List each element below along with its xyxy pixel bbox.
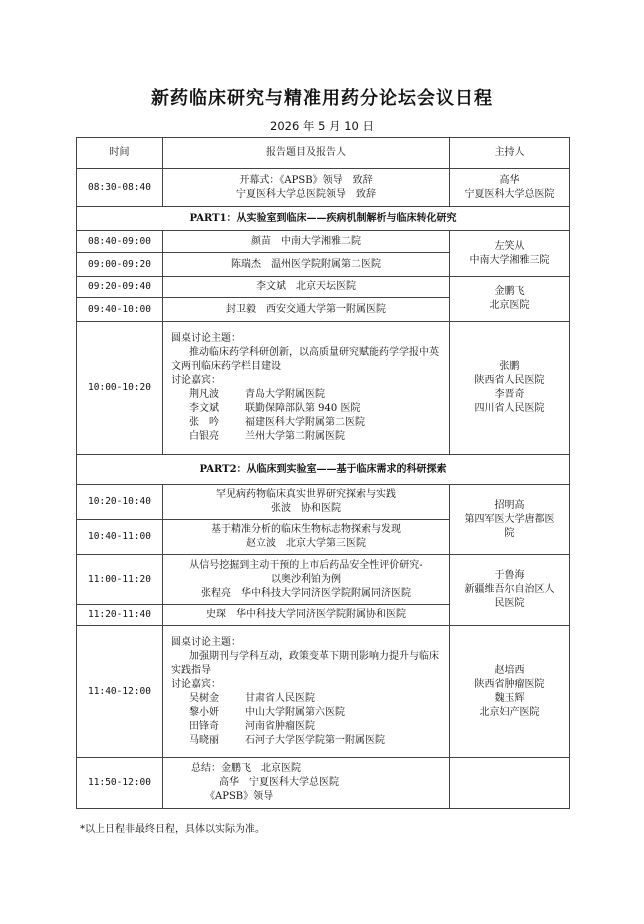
talk-speaker: 赵立波 北京大学第三医院 bbox=[246, 538, 366, 549]
guest-item: 张 吟 福建医科大学附属第二医院 bbox=[189, 417, 365, 428]
topic-cell: 颜苗 中南大学湘雅二院 bbox=[163, 231, 450, 253]
opening-line: 开幕式：《APSB》领导 致辞 bbox=[239, 174, 373, 186]
table-row bbox=[77, 231, 570, 253]
guests-label: 讨论嘉宾： bbox=[171, 375, 221, 386]
guest-item: 田锋奇 河南省肿瘤医院 bbox=[189, 720, 315, 732]
time-cell: 08:30-08:40 bbox=[77, 169, 163, 207]
talk-title: 从信号挖掘到主动干预的上市后药品安全性评价研究- bbox=[189, 559, 423, 571]
opening-line: 宁夏医科大学总医院领导 致辞 bbox=[236, 188, 376, 200]
roundtable-theme: 加强期刊与学科互动，政策变革下期刊影响力提升与临床实践指导 bbox=[171, 650, 439, 676]
time-cell: 09:00-09:20 bbox=[77, 253, 163, 277]
host-org: 陕西省肿瘤医院 bbox=[474, 678, 545, 690]
table-row bbox=[77, 277, 570, 298]
header-host: 主持人 bbox=[450, 138, 570, 169]
host-cell bbox=[450, 758, 570, 809]
roundtable-cell bbox=[163, 322, 450, 455]
table-row bbox=[77, 626, 570, 758]
host-name: 于鲁海 bbox=[494, 570, 525, 581]
host-org: 陕西省人民医院 bbox=[474, 375, 545, 386]
closing-line: 《APSB》领导 bbox=[205, 791, 274, 802]
host-org: 新疆维吾尔自治区人 bbox=[464, 584, 555, 595]
time-cell: 11:50-12:00 bbox=[77, 758, 163, 809]
host-org: 第四军医大学唐都医 bbox=[464, 513, 555, 525]
time-cell: 11:40-12:00 bbox=[77, 626, 163, 758]
talk-speaker: 张波 协和医院 bbox=[271, 503, 341, 514]
part2-title: PART2：从临床到实验室——基于临床需求的科研探索 bbox=[77, 455, 570, 485]
header-topic: 报告题目及报告人 bbox=[163, 138, 450, 169]
topic-cell bbox=[163, 485, 450, 520]
guest-item: 马晓丽 石河子大学医学院第一附属医院 bbox=[189, 734, 385, 746]
roundtable-theme: 推动临床药学科研创新，以高质量研究赋能药学学报中英文两刊临床药学栏目建设 bbox=[171, 347, 439, 372]
table-row bbox=[77, 485, 570, 520]
schedule-table bbox=[76, 137, 570, 809]
host-org: 四川省人民医院 bbox=[474, 403, 545, 414]
host-cell bbox=[450, 277, 570, 322]
topic-cell: 封卫毅 西安交通大学第一附属医院 bbox=[163, 298, 450, 322]
section-row bbox=[77, 207, 570, 231]
host-cell bbox=[450, 231, 570, 277]
table-row bbox=[77, 758, 570, 809]
guest-item: 白银亮 兰州大学第二附属医院 bbox=[189, 431, 345, 442]
header-row bbox=[77, 138, 570, 169]
talk-title: 以奥沙利铂为例 bbox=[271, 573, 341, 585]
topic-cell bbox=[163, 169, 450, 207]
host-cell bbox=[450, 322, 570, 455]
host-name: 李晋奇 bbox=[494, 389, 525, 400]
host-name: 魏玉辉 bbox=[494, 692, 525, 704]
event-date: 2026 年 5 月 10 日 bbox=[270, 119, 374, 133]
topic-cell: 陈瑞杰 温州医学院附属第二医院 bbox=[163, 253, 450, 277]
closing-line: 高华 宁夏医科大学总医院 bbox=[219, 777, 339, 788]
host-org: 宁夏医科大学总医院 bbox=[464, 188, 555, 200]
time-cell: 10:20-10:40 bbox=[77, 485, 163, 520]
host-org: 北京妇产医院 bbox=[479, 706, 540, 718]
time-cell: 11:20-11:40 bbox=[77, 605, 163, 626]
topic-cell bbox=[163, 758, 450, 809]
guest-item: 吴树金 甘肃省人民医院 bbox=[189, 692, 315, 704]
guest-item: 荆凡波 青岛大学附属医院 bbox=[189, 389, 325, 400]
closing-line: 总结：金鹏飞 北京医院 bbox=[191, 763, 301, 774]
host-org: 北京医院 bbox=[489, 300, 530, 311]
topic-cell: 史琛 华中科技大学同济医学院附属协和医院 bbox=[163, 605, 450, 626]
host-cell bbox=[450, 626, 570, 758]
host-name: 金鹏飞 bbox=[494, 286, 525, 297]
host-name: 招明高 bbox=[494, 499, 525, 511]
header-time: 时间 bbox=[77, 138, 163, 169]
host-name: 高华 bbox=[499, 174, 520, 186]
page-title: 新药临床研究与精准用药分论坛会议日程 bbox=[151, 88, 493, 109]
time-cell: 11:00-11:20 bbox=[77, 555, 163, 605]
topic-cell: 李文斌 北京天坛医院 bbox=[163, 277, 450, 298]
guest-item: 李文斌 联勤保障部队第 940 医院 bbox=[189, 403, 361, 414]
host-cell bbox=[450, 485, 570, 555]
guests-label: 讨论嘉宾： bbox=[171, 678, 221, 690]
part1-title: PART1：从实验室到临床——疾病机制解析与临床转化研究 bbox=[77, 207, 570, 231]
host-cell bbox=[450, 169, 570, 207]
roundtable-label: 圆桌讨论主题： bbox=[171, 636, 241, 648]
time-cell: 08:40-09:00 bbox=[77, 231, 163, 253]
section-row bbox=[77, 455, 570, 485]
host-org: 民医院 bbox=[494, 598, 525, 609]
host-org: 中南大学湘雅三院 bbox=[469, 254, 550, 266]
time-cell: 09:40-10:00 bbox=[77, 298, 163, 322]
table-row bbox=[77, 555, 570, 605]
topic-cell bbox=[163, 555, 450, 605]
topic-cell bbox=[163, 520, 450, 555]
footnote: *以上日程非最终日程，具体以实际为准。 bbox=[80, 824, 265, 835]
roundtable-cell bbox=[163, 626, 450, 758]
time-cell: 10:40-11:00 bbox=[77, 520, 163, 555]
host-cell bbox=[450, 555, 570, 626]
host-name: 左笑从 bbox=[494, 240, 525, 252]
time-cell: 09:20-09:40 bbox=[77, 277, 163, 298]
talk-title: 罕见病药物临床真实世界研究探索与实践 bbox=[216, 489, 396, 500]
table-row bbox=[77, 322, 570, 455]
roundtable-label: 圆桌讨论主题： bbox=[171, 333, 241, 344]
host-name: 张鹏 bbox=[499, 361, 520, 372]
host-name: 赵培西 bbox=[494, 664, 525, 676]
table-row bbox=[77, 169, 570, 207]
talk-title: 基于精准分析的临床生物标志物探索与发现 bbox=[211, 524, 401, 535]
time-cell: 10:00-10:20 bbox=[77, 322, 163, 455]
host-org: 院 bbox=[504, 527, 515, 539]
talk-speaker: 张程亮 华中科技大学同济医学院附属同济医院 bbox=[201, 587, 411, 599]
guest-item: 黎小妍 中山大学附属第六医院 bbox=[189, 706, 345, 718]
